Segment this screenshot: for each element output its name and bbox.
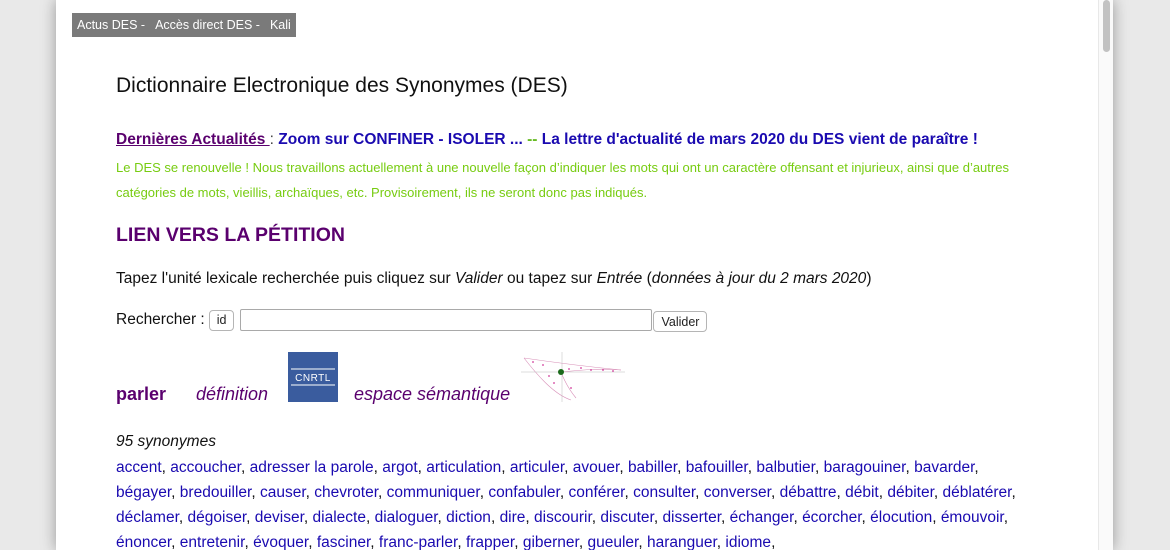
page-body: [56, 0, 1113, 550]
synonym-separator: ,: [303, 509, 313, 526]
top-nav-bar: [72, 13, 296, 37]
synonym-separator: ,: [695, 484, 704, 501]
synonym-link[interactable]: déclamer: [116, 509, 179, 526]
synonym-link[interactable]: franc-parler: [378, 534, 458, 550]
news-link[interactable]: Dernières Actualités: [116, 131, 270, 148]
zoom-link[interactable]: Zoom sur CONFINER - ISOLER ...: [278, 131, 523, 148]
synonym-link[interactable]: communiquer: [386, 484, 480, 501]
cnrtl-logo-link[interactable]: [288, 352, 338, 402]
synonym-link[interactable]: giberner: [522, 534, 579, 550]
synonym-link[interactable]: confabuler: [488, 484, 560, 501]
vertical-scrollbar[interactable]: [1098, 0, 1113, 550]
news-separator: :: [269, 131, 279, 148]
id-button[interactable]: id: [209, 310, 235, 331]
synonym-link[interactable]: évoquer: [253, 534, 309, 550]
synonym-link[interactable]: babiller: [627, 459, 678, 476]
synonym-link[interactable]: entretenir: [179, 534, 245, 550]
synonym-separator: ,: [365, 509, 375, 526]
synonym-separator: ,: [793, 509, 803, 526]
synonym-separator: ,: [716, 534, 726, 550]
synonym-link[interactable]: dialecte: [312, 509, 366, 526]
instructions-valider: Valider: [454, 270, 503, 287]
cnrtl-logo-icon: [288, 352, 338, 402]
synonym-separator: ,: [378, 484, 387, 501]
synonym-link[interactable]: débiter: [887, 484, 934, 501]
synonym-link[interactable]: accoucher: [170, 459, 241, 476]
synonym-link[interactable]: haranguer: [646, 534, 717, 550]
newsletter-link[interactable]: La lettre d'actualité de mars 2020 du DES vient de paraître !: [541, 131, 978, 148]
synonym-separator: ,: [171, 484, 180, 501]
synonym-link[interactable]: consulter: [633, 484, 696, 501]
synonym-separator: ,: [490, 509, 500, 526]
news-dash: --: [522, 131, 542, 148]
synonym-link[interactable]: balbutier: [756, 459, 815, 476]
synonym-link[interactable]: idiome: [725, 534, 772, 550]
synonym-separator: ,: [619, 459, 628, 476]
instructions-part2: ou tapez sur: [502, 270, 597, 287]
synonym-separator: ,: [251, 484, 260, 501]
synonym-separator: ,: [370, 534, 379, 550]
instructions-part3: (: [642, 270, 652, 287]
synonym-link[interactable]: frapper: [465, 534, 515, 550]
synonym-link[interactable]: débit: [845, 484, 879, 501]
synonym-separator: ,: [721, 509, 730, 526]
result-word: parler: [116, 384, 167, 404]
synonym-separator: ,: [514, 534, 523, 550]
synonym-link[interactable]: élocution: [870, 509, 933, 526]
synonym-link[interactable]: échanger: [729, 509, 794, 526]
synonym-separator: ,: [373, 459, 383, 476]
synonym-separator: ,: [974, 459, 979, 476]
synonym-link[interactable]: dire: [499, 509, 526, 526]
synonym-link[interactable]: converser: [703, 484, 771, 501]
synonym-separator: ,: [861, 509, 871, 526]
synonym-link[interactable]: baragouiner: [823, 459, 906, 476]
cnrtl-logo-text: CNRTL: [295, 373, 331, 384]
synonym-separator: ,: [479, 484, 489, 501]
synonym-separator: ,: [244, 534, 254, 550]
synonym-separator: ,: [814, 459, 824, 476]
synonym-link[interactable]: articuler: [509, 459, 565, 476]
semantic-space-graph-icon: [521, 350, 625, 402]
definition-link[interactable]: définition: [196, 384, 269, 404]
search-label: Rechercher :: [116, 311, 205, 328]
synonym-separator: ,: [836, 484, 846, 501]
nav-link-acces-direct[interactable]: Accès direct DES -: [155, 18, 260, 32]
synonym-link[interactable]: gueuler: [587, 534, 639, 550]
search-form: [116, 308, 707, 332]
espace-semantique-link[interactable]: espace sémantique: [354, 384, 511, 404]
synonym-count: 95 synonymes: [116, 433, 216, 450]
synonym-link[interactable]: accent: [116, 459, 162, 476]
synonym-separator: ,: [525, 509, 535, 526]
synonym-link[interactable]: deviser: [254, 509, 304, 526]
synonym-link[interactable]: écorcher: [802, 509, 862, 526]
synonym-separator: ,: [417, 459, 427, 476]
instructions-text: [116, 270, 871, 288]
synonym-link[interactable]: discourir: [534, 509, 592, 526]
synonym-separator: ,: [178, 509, 188, 526]
synonym-separator: ,: [305, 484, 315, 501]
synonym-separator: ,: [246, 509, 255, 526]
synonym-separator: ,: [933, 484, 943, 501]
nav-link-kali[interactable]: Kali: [269, 18, 291, 32]
synonym-separator: ,: [1011, 484, 1016, 501]
synonym-separator: ,: [437, 509, 447, 526]
synonym-link[interactable]: bredouiller: [179, 484, 252, 501]
synonym-separator: ,: [501, 459, 510, 476]
synonym-link[interactable]: adresser la parole: [249, 459, 374, 476]
synonym-link[interactable]: énoncer: [116, 534, 172, 550]
synonym-separator: ,: [770, 484, 780, 501]
synonym-link[interactable]: dialoguer: [374, 509, 438, 526]
nav-link-actus[interactable]: Actus DES -: [77, 18, 146, 32]
page-title: Dictionnaire Electronique des Synonymes (DES): [116, 74, 568, 97]
synonym-list: [116, 455, 1031, 550]
synonym-separator: ,: [171, 534, 180, 550]
synonym-separator: ,: [747, 459, 757, 476]
synonym-link[interactable]: chevroter: [314, 484, 379, 501]
synonym-link[interactable]: émouvoir: [940, 509, 1004, 526]
synonym-link[interactable]: diction: [446, 509, 491, 526]
synonym-link[interactable]: articulation: [426, 459, 502, 476]
synonym-link[interactable]: disserter: [662, 509, 722, 526]
synonym-link[interactable]: bafouiller: [685, 459, 748, 476]
synonym-link[interactable]: déblatérer: [942, 484, 1012, 501]
synonym-separator: ,: [559, 484, 569, 501]
synonym-separator: ,: [240, 459, 250, 476]
synonym-separator: ,: [578, 534, 588, 550]
synonym-separator: ,: [638, 534, 647, 550]
notice-text: Le DES se renouvelle ! Nous travaillons actuellement à une nouvelle façon d’indiquer les mots qui ont un caractère offensant et injurieux, ainsi que d’autres catégories de mots, vieillis, archaïques, etc. Provisoirement, ils ne seront donc pas indiqués.: [116, 160, 1009, 200]
scrollbar-thumb[interactable]: [1103, 0, 1110, 52]
synonym-separator: ,: [624, 484, 634, 501]
synonym-link[interactable]: causer: [259, 484, 306, 501]
synonym-link[interactable]: discuter: [600, 509, 654, 526]
petition-link[interactable]: LIEN VERS LA PÉTITION: [116, 224, 345, 246]
semantic-space-thumbnail[interactable]: [521, 350, 625, 402]
news-banner: [116, 131, 978, 149]
synonym-separator: ,: [771, 534, 776, 550]
instructions-date: données à jour du 2 mars 2020: [651, 270, 867, 287]
synonym-link[interactable]: débattre: [779, 484, 837, 501]
synonym-link[interactable]: avouer: [572, 459, 620, 476]
synonym-separator: ,: [457, 534, 466, 550]
synonym-separator: ,: [564, 459, 573, 476]
synonym-separator: ,: [878, 484, 888, 501]
synonym-separator: ,: [1003, 509, 1009, 526]
synonym-separator: ,: [161, 459, 171, 476]
synonym-link[interactable]: bavarder: [914, 459, 975, 476]
synonym-link[interactable]: dégoiser: [187, 509, 247, 526]
valider-button[interactable]: Valider: [653, 311, 707, 332]
synonym-link[interactable]: bégayer: [116, 484, 172, 501]
synonym-separator: ,: [653, 509, 663, 526]
instructions-entree: Entrée: [596, 270, 643, 287]
synonym-link[interactable]: argot: [382, 459, 418, 476]
synonym-separator: ,: [677, 459, 686, 476]
synonym-separator: ,: [591, 509, 601, 526]
synonym-separator: ,: [932, 509, 941, 526]
synonym-separator: ,: [308, 534, 317, 550]
instructions-part1: Tapez l'unité lexicale recherchée puis cliquez sur: [116, 270, 455, 287]
synonym-link[interactable]: conférer: [568, 484, 625, 501]
search-input[interactable]: [240, 309, 652, 331]
synonym-link[interactable]: fasciner: [316, 534, 371, 550]
synonym-separator: ,: [905, 459, 915, 476]
instructions-part4: ): [866, 270, 872, 287]
